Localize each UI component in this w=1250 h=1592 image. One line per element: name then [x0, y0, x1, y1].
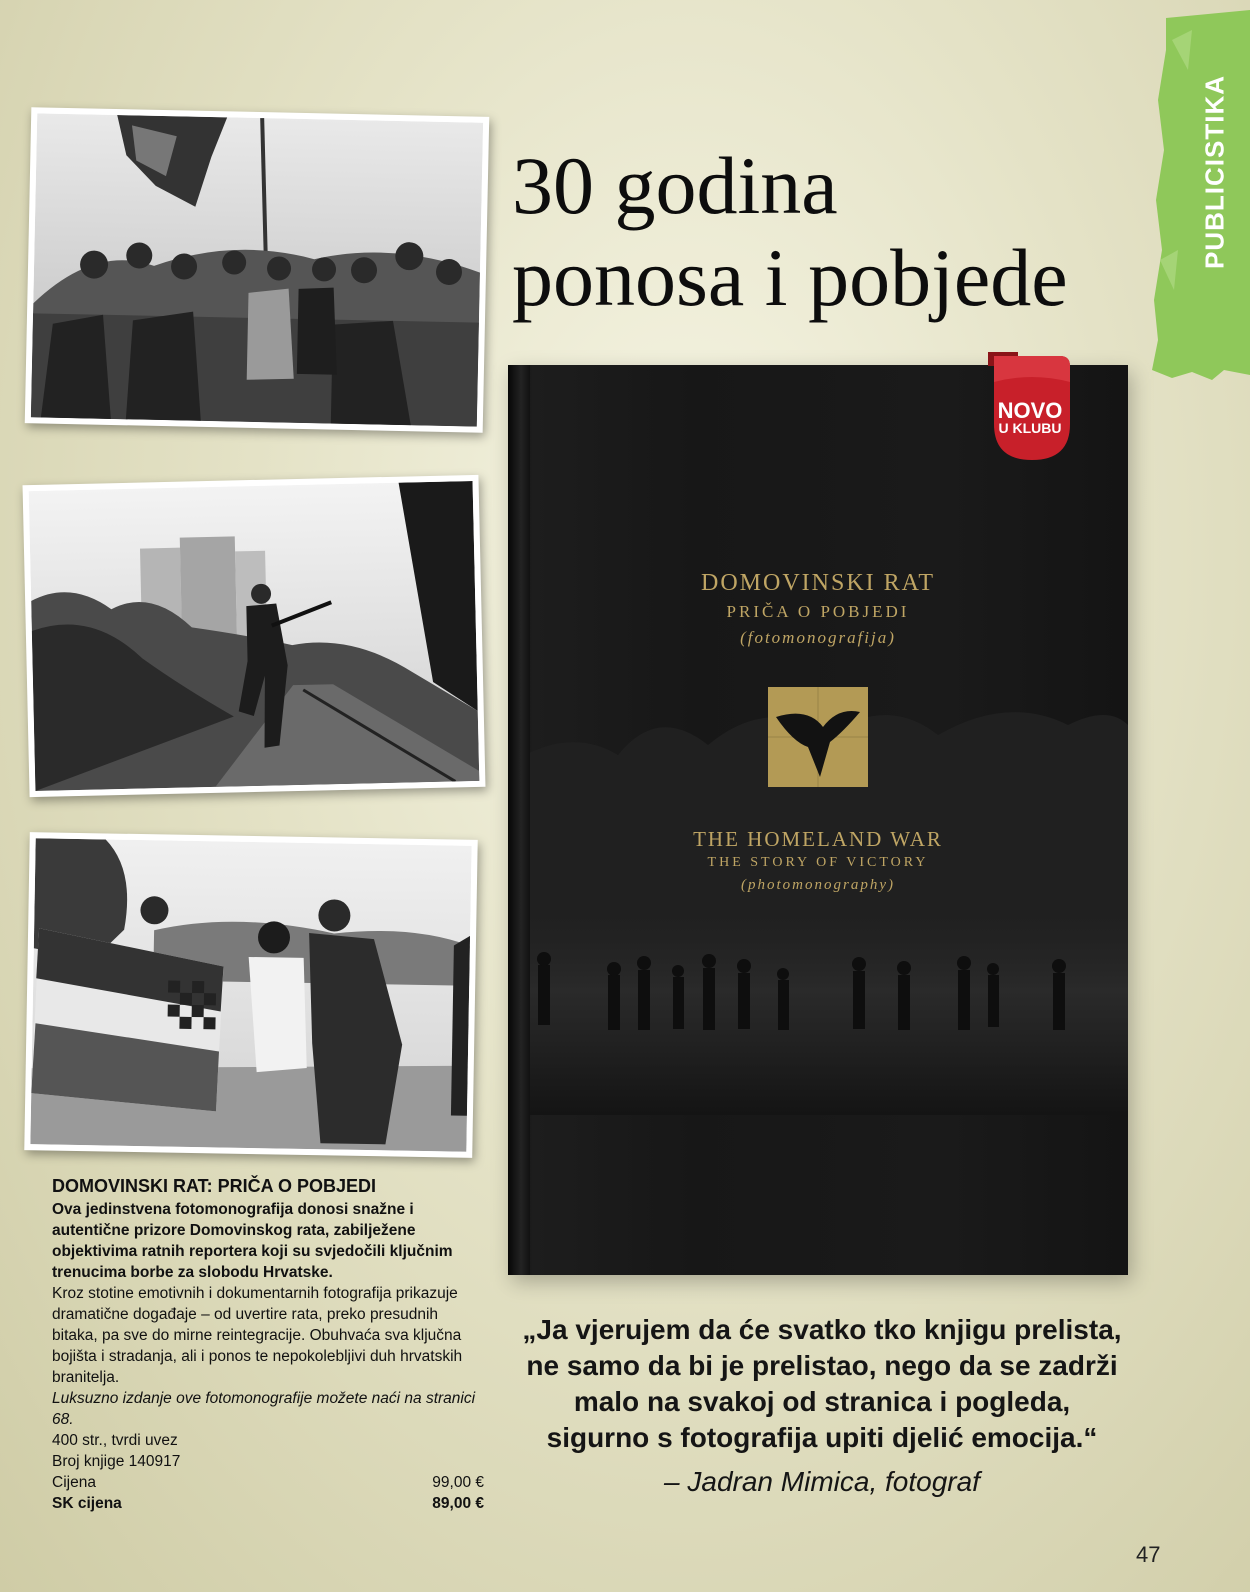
page-number: 47	[1136, 1542, 1161, 1567]
cover-title-hr: DOMOVINSKI RAT	[700, 570, 935, 596]
soldiers-group-photo	[25, 107, 490, 433]
new-in-club-badge	[988, 352, 1072, 464]
cover-scene	[508, 365, 1128, 1275]
price-label: Cijena	[52, 1474, 96, 1491]
quote-author: – Jadran Mimica, fotograf	[664, 1466, 980, 1497]
product-book-number: Broj knjige 140917	[52, 1453, 181, 1470]
cover-subtitle-hr: PRIČA O POBJEDI	[726, 602, 910, 621]
photographer-quote: „Ja vjerujem da će svatko tko knjigu prelista, ne samo da bi je prelistao, nego da se zadrži malo na svakoj od stranica i pogleda, sigurno s fotografija upiti djelić emocija.“	[522, 1314, 1122, 1453]
club-price-value: 89,00 €	[432, 1495, 484, 1512]
title-line-2: ponosa i pobjede	[512, 232, 1068, 323]
club-price-row	[52, 1493, 484, 1514]
price-value: 99,00 €	[432, 1474, 484, 1491]
cover-type-en: (photomonography)	[741, 877, 895, 893]
badge-line-2: U KLUBU	[998, 420, 1062, 436]
page-title	[512, 140, 1152, 324]
product-note: Luksuzno izdanje ove fotomonografije možete naći na stranici 68.	[52, 1390, 476, 1428]
cover-subtitle-en: THE STORY OF VICTORY	[707, 855, 929, 870]
product-description	[52, 1176, 484, 1514]
club-price-label: SK cijena	[52, 1495, 122, 1512]
section-tab-label: PUBLICISTIKA	[1199, 75, 1230, 269]
product-body: Kroz stotine emotivnih i dokumentarnih fotografija prikazuje dramatične događaje – od uvertire rata, preko presudnih bitaka, pa sve do mirne reintegracije. Obuhvaća sva ključna bojišta i stradanja, ali i ponos te nepokolebljivi duh hrvatskih branitelja.	[52, 1285, 463, 1386]
book-cover	[508, 365, 1128, 1275]
product-lead: Ova jedinstvena fotomonografija donosi snažne i autentične prizore Domovinskog rata, zabilježene objektivima ratnih reportera koji su svjedočili ključnim trenucima borbe za slobodu Hrvatske.	[52, 1201, 453, 1281]
book-spine	[508, 365, 530, 1275]
badge-line-1: NOVO	[997, 398, 1063, 423]
title-line-1: 30 godina	[512, 140, 838, 231]
soldier-running-photo	[23, 475, 486, 797]
price-row	[52, 1472, 484, 1493]
flag-group-photo	[24, 832, 477, 1158]
cover-title-en: THE HOMELAND WAR	[693, 827, 943, 851]
product-title: DOMOVINSKI RAT: PRIČA O POBJEDI	[52, 1176, 377, 1196]
dove-emblem-icon	[768, 687, 868, 787]
cover-type-hr: (fotomonografija)	[740, 628, 896, 647]
product-pages-binding: 400 str., tvrdi uvez	[52, 1432, 178, 1449]
